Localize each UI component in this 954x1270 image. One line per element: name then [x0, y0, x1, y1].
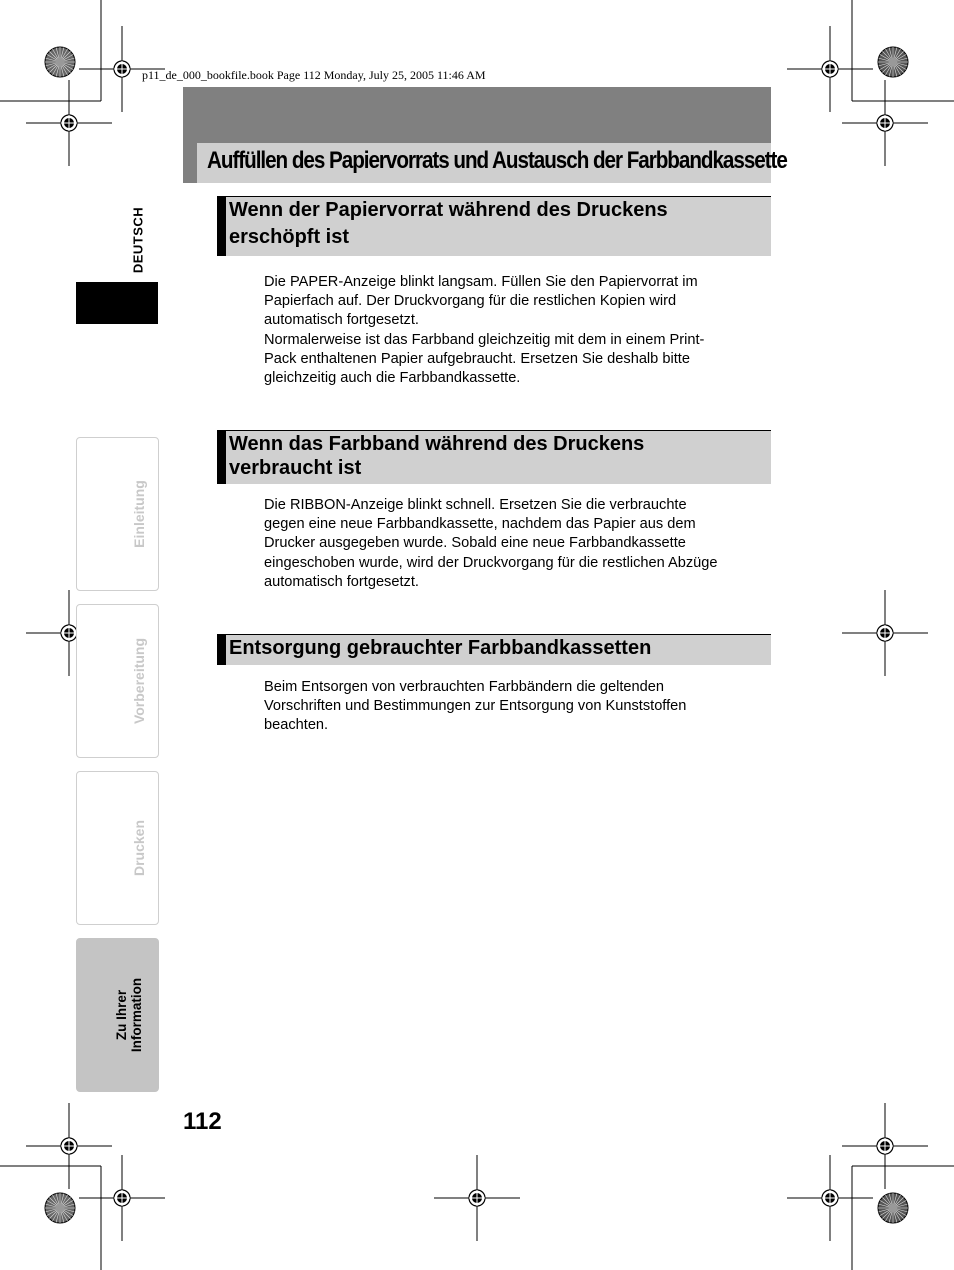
crosshair-mark [79, 1155, 165, 1241]
tab-drucken[interactable] [76, 771, 159, 925]
language-marker [76, 282, 158, 324]
crosshair-mark [842, 590, 928, 676]
crosshair-mark [787, 1155, 873, 1241]
section-heading-disposal [217, 634, 771, 665]
tab-label: Einleitung [131, 480, 147, 548]
tab-label: Drucken [131, 819, 147, 877]
tab-zu-ihrer-information[interactable] [76, 938, 159, 1092]
language-text: DEUTSCH [130, 206, 146, 274]
crosshair-mark [26, 1103, 112, 1189]
color-rosette-mark [878, 1193, 908, 1223]
crosshair-mark [787, 26, 873, 112]
section-body-disposal: Beim Entsorgen von verbrauchten Farbbändern die geltenden Vorschriften und Bestimmungen zur Entsorgung von Kunststoffen beachten. [264, 679, 687, 734]
color-rosette-mark [878, 47, 908, 77]
section-heading-paper [217, 196, 771, 256]
tab-vorbereitung[interactable] [76, 604, 159, 758]
color-rosette-mark [45, 1193, 75, 1223]
print-header: p11_de_000_bookfile.book Page 112 Monday, July 25, 2005 11:46 AM [142, 68, 486, 82]
chapter-title: Auffüllen des Papiervorrats und Austausch der Farbbandkassette [207, 147, 787, 174]
tab-label: Zu Ihrer Information [114, 977, 144, 1053]
section-heading-ribbon [217, 430, 771, 484]
section-title: Wenn der Papiervorrat während des Druckens erschöpft ist [229, 199, 668, 248]
crosshair-mark [434, 1155, 520, 1241]
crosshair-mark [842, 80, 928, 166]
chapter-banner-edge [183, 143, 197, 183]
crosshair-mark [842, 1103, 928, 1189]
page-number: 112 [183, 1108, 222, 1135]
section-body-paper: Die PAPER-Anzeige blinkt langsam. Füllen Sie den Papiervorrat im Papierfach auf. Der Druckvorgang für die restlichen Kopien wird automatisch fortgesetzt. Normalerweise ist das Farbband gleichzeitig mit dem in einem Print- Pack enthaltenen Papier aufgebraucht. Ersetzen Sie deshalb bitte gleichzeitig auch die Farbbandkassette. [264, 274, 705, 387]
chapter-banner-top [183, 87, 771, 143]
color-rosette-mark [45, 47, 75, 77]
tab-label: Vorbereitung [131, 637, 147, 725]
section-title: Entsorgung gebrauchter Farbbandkassetten [229, 637, 652, 659]
tab-einleitung[interactable] [76, 437, 159, 591]
section-title: Wenn das Farbband während des Druckens verbraucht ist [229, 433, 645, 479]
section-body-ribbon: Die RIBBON-Anzeige blinkt schnell. Ersetzen Sie die verbrauchte gegen eine neue Farbbandkassette, nachdem das Papier aus dem Drucker ausgegeben wurde. Sobald eine neue Farbbandkassette eingeschoben wurde, wird der Druckvorgang für die restlichen Abzüge automatisch fortgesetzt. [264, 497, 718, 590]
crosshair-mark [26, 80, 112, 166]
language-label [118, 200, 158, 280]
